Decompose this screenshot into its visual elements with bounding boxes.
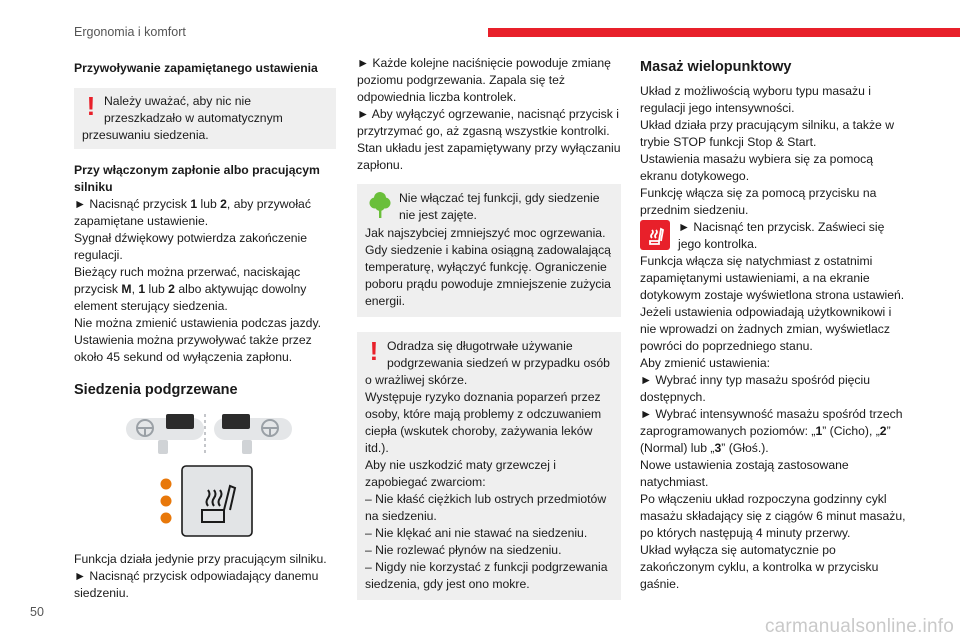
button-ref-m: M: [121, 282, 132, 296]
step-text-rest: , aby przywołać zapamiętane ustawienie.: [74, 197, 311, 228]
warn2-list-text: Nie kłaść ciężkich lub ostrych przedmiotów na siedzeniu.: [365, 492, 607, 523]
eco-line-1: Nie włączać tej funkcji, gdy siedzenie: [399, 191, 600, 205]
exclamation-icon: !: [369, 336, 379, 366]
level-2-label: ” (Normal) lub „: [640, 424, 891, 455]
massage-step-2: [640, 406, 908, 457]
heading-massage: Masaż wielopunktowy: [640, 59, 792, 75]
massage-press-step: [640, 219, 908, 253]
press-seat-button-text: Nacisnąć przycisk odpowiadający danemu siedzeniu.: [74, 569, 319, 600]
stop-comma: ,: [131, 282, 139, 296]
warn2-list-item: – Nie kłaść ciężkich lub ostrych przedmiotów na siedzeniu.: [365, 492, 607, 523]
recall-after-text: Ustawienia można przywoływać także przez około 45 sekund od wyłączenia zapłonu.: [74, 333, 312, 364]
warn2-paragraph-2: Występuje ryzyko doznania poparzeń przez osoby, które mają problemy z odczuwaniem ciepła (wskutek choroby, zażywania leków itd.).: [365, 390, 602, 455]
massage-p5: Funkcja włącza się natychmiast z ostatnimi zapamiętanymi ustawieniami, a na ekranie dotykowym zostaje wyświetlona strona ustawień.: [640, 254, 905, 302]
massage-p9: Po włączeniu układ rozpoczyna godzinny cykl masażu składający się z ciągów 6 minut masażu, po których następują 4 minuty przerwy.: [640, 492, 906, 540]
massage-button-icon: [640, 220, 670, 250]
warning-line-3: przesuwaniu siedzenia.: [82, 128, 209, 142]
warn2-list-text: Nigdy nie korzystać z funkcji podgrzewania siedzenia, gdy jest ono mokre.: [365, 560, 608, 591]
button-ref-2b: 2: [168, 282, 175, 296]
sub-heading-ignition: Przy włączonym zapłonie albo pracującym silniku: [74, 163, 320, 194]
arrow-icon: ►: [74, 197, 87, 211]
level-1: 1: [815, 424, 823, 438]
heated-seat-figure: [74, 410, 336, 545]
heated-seat-button: [182, 466, 252, 536]
eco-note-box: [357, 184, 621, 317]
switch-off-body: Aby wyłączyć ogrzewanie, nacisnąć przycisk i przytrzymać go, aż zgasną wszystkie kontrolki.: [357, 107, 619, 138]
warn2-list-item: – Nie klękać ani nie stawać na siedzeniu.: [365, 526, 588, 540]
warn2-list-text: Nie rozlewać płynów na siedzeniu.: [375, 543, 562, 557]
massage-step-1-text: Wybrać inny typ masażu spośród pięciu dostępnych.: [640, 373, 871, 404]
massage-step-2-text: Wybrać intensywność masażu spośród trzech zaprogramowanych poziomów: „: [640, 407, 903, 438]
warn2-list-item: – Nigdy nie korzystać z funkcji podgrzewania siedzenia, gdy jest ono mokre.: [365, 560, 608, 591]
massage-p1: Układ z możliwością wyboru typu masażu i regulacji jego intensywności.: [640, 84, 871, 115]
massage-p6: Jeżeli ustawienia odpowiadają użytkownikowi i nie wprowadzi on żadnych zmian, wyświetlacz powróci do poprzedniego stanu.: [640, 305, 892, 353]
each-press-text: [357, 55, 621, 106]
massage-press-text: Nacisnąć ten przycisk. Zaświeci się jego kontrolka.: [678, 220, 885, 251]
stop-rest: albo aktywując dowolny element sterujący siedzenia.: [74, 282, 307, 313]
heading-heated-seats: Siedzenia podgrzewane: [74, 382, 238, 398]
warning-box-heating: [357, 332, 621, 600]
switch-off-text: [357, 106, 621, 140]
level-3: 3: [714, 441, 722, 455]
signal-text: Sygnał dźwiękowy potwierdza zakończenie regulacji.: [74, 231, 308, 262]
no-change-text: Nie można zmienić ustawienia podczas jazdy.: [74, 316, 322, 330]
warn2-line-1: Odradza się długotrwałe używanie: [387, 339, 573, 353]
warn2-list-text: Nie klękać ani nie stawać na siedzeniu.: [375, 526, 588, 540]
massage-p4: Funkcję włącza się za pomocą przycisku na przednim siedzeniu.: [640, 186, 877, 217]
header-accent-bar: [488, 28, 960, 37]
left-seat-control: [126, 414, 204, 454]
arrow-icon: ►: [357, 56, 370, 70]
exclamation-icon: !: [86, 91, 96, 121]
watermark: carmanualsonline.info: [764, 616, 954, 637]
button-ref-2: 2: [220, 197, 227, 211]
warn2-line-2: podgrzewania siedzeń w przypadku osób o wrażliwej skórze.: [365, 356, 610, 387]
right-seat-control: [214, 414, 292, 454]
warn2-list-item: – Nie rozlewać płynów na siedzeniu.: [365, 543, 562, 557]
arrow-icon: ►: [640, 407, 653, 421]
leaf-icon: [369, 190, 391, 225]
stop-pre: Bieżący ruch można przerwać, naciskając przycisk: [74, 265, 301, 296]
button-ref-1b: 1: [138, 282, 146, 296]
level-1-label: ” (Cicho), „: [822, 424, 880, 438]
arrow-icon: ►: [678, 220, 691, 234]
step-recall: [74, 196, 336, 230]
indicator-led-3: [161, 513, 172, 524]
warn2-paragraph-3: Aby nie uszkodzić maty grzewczej i zapobiegać zwarciom:: [365, 458, 557, 489]
column-3: [640, 55, 908, 593]
arrow-icon: ►: [640, 373, 653, 387]
stop-lub: lub: [145, 282, 169, 296]
arrow-icon: ►: [74, 569, 87, 583]
massage-p8: Nowe ustawienia zostają zastosowane natychmiast.: [640, 458, 849, 489]
section-title: Ergonomia i komfort: [74, 25, 186, 39]
level-2: 2: [879, 424, 887, 438]
step-text: Nacisnąć przycisk: [89, 197, 191, 211]
massage-p2: Układ działa przy pracującym silniku, a także w trybie STOP funkcji Stop & Start.: [640, 118, 895, 149]
heading-recall: Przywoływanie zapamiętanego ustawienia: [74, 61, 318, 75]
stop-text: [74, 264, 336, 315]
memory-text: Stan układu jest zapamiętywany przy wyłączaniu zapłonu.: [357, 141, 621, 172]
eco-rest: Jak najszybciej zmniejszyć moc ogrzewania. Gdy siedzenie i kabina osiągną zadowalającą temperaturę, wyłączyć funkcję. Ograniczenie poboru prądu powoduje zmniejszenie zużycia energii.: [365, 226, 611, 308]
column-1: [74, 55, 336, 602]
button-ref-1: 1: [190, 197, 198, 211]
massage-step-1: [640, 372, 908, 406]
step-text-or: lub: [197, 197, 221, 211]
column-2: [357, 55, 621, 600]
indicator-led-1: [161, 479, 172, 490]
heated-seat-illustration: [74, 410, 336, 545]
massage-p10: Układ wyłącza się automatycznie po zakończonym cyklu, a kontrolka w przycisku gaśnie.: [640, 543, 879, 591]
press-seat-button: [74, 568, 336, 602]
level-3-label: ” (Głoś.).: [721, 441, 769, 455]
indicator-led-2: [161, 496, 172, 507]
massage-p3: Ustawienia masażu wybiera się za pomocą ekranu dotykowego.: [640, 152, 874, 183]
page-number: 50: [30, 605, 44, 619]
eco-line-2: nie jest zajęte.: [399, 208, 477, 222]
arrow-icon: ►: [357, 107, 370, 121]
warning-line-2: przeszkadzało w automatycznym: [104, 111, 283, 125]
warning-box-seat: [74, 88, 336, 149]
warning-line-1: Należy uważać, aby nic nie: [104, 94, 251, 108]
massage-p7: Aby zmienić ustawienia:: [640, 356, 771, 370]
function-note: Funkcja działa jedynie przy pracującym silniku.: [74, 552, 327, 566]
each-press-body: Każde kolejne naciśnięcie powoduje zmianę poziomu podgrzewania. Zapala się też odpowiednia liczba kontrolek.: [357, 56, 611, 104]
